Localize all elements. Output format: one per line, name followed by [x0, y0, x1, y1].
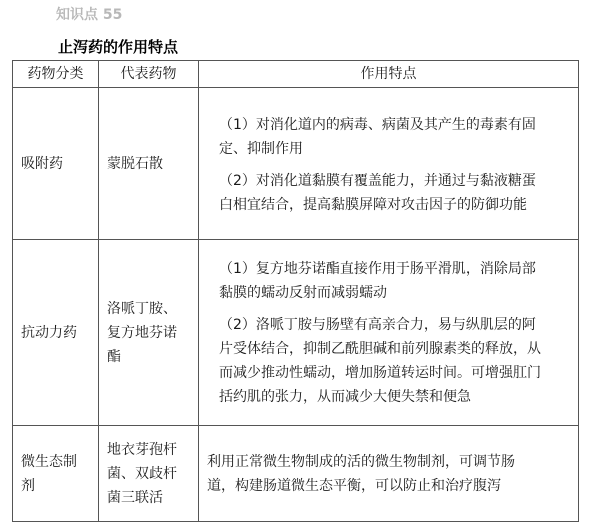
feature-line: （2）对消化道黏膜有覆盖能力，并通过与黏液糖蛋	[219, 172, 536, 189]
antidiarrheal-table	[12, 60, 579, 522]
section-label: 知识点 55	[56, 7, 123, 23]
table-row	[13, 426, 579, 522]
features-cell	[199, 88, 579, 240]
table-header-row	[13, 61, 579, 88]
category-line: 剂	[21, 477, 35, 494]
features-cell	[199, 240, 579, 426]
drug-line: 菌、双歧杆	[107, 465, 177, 482]
drug-cell	[99, 240, 199, 426]
feature-line: 而减少推动性蠕动，增加肠道转运时间。可增强肛门	[219, 364, 541, 381]
drug-cell: 蒙脱石散	[99, 88, 199, 240]
drug-line: 地衣芽孢杆	[107, 441, 177, 458]
feature-line: 白相宜结合，提高黏膜屏障对攻击因子的防御功能	[219, 196, 527, 213]
drug-line: 复方地芬诺	[107, 324, 177, 341]
features-cell	[199, 426, 579, 522]
feature-line: （1）复方地芬诺酯直接作用于肠平滑肌，消除局部	[219, 260, 536, 277]
page-title: 止泻药的作用特点	[58, 38, 179, 56]
feature-line: 括约肌的张力，从而减少大便失禁和便急	[219, 388, 471, 405]
feature-line: 道，构建肠道微生态平衡，可以防止和治疗腹泻	[207, 477, 501, 494]
feature-line: 片受体结合，抑制乙酰胆碱和前列腺素类的释放，从	[219, 340, 541, 357]
category-cell	[13, 426, 99, 522]
table-row	[13, 88, 579, 240]
header-drug: 代表药物	[99, 61, 199, 88]
feature-line: （1）对消化道内的病毒、病菌及其产生的毒素有固	[219, 116, 536, 133]
category-line: 微生态制	[21, 453, 77, 470]
feature-line: （2）洛哌丁胺与肠壁有高亲合力，易与纵肌层的阿	[219, 316, 536, 333]
drug-line: 菌三联活	[107, 489, 163, 506]
header-features: 作用特点	[199, 61, 579, 88]
feature-line: 定、抑制作用	[219, 140, 303, 157]
drug-line: 酯	[107, 348, 121, 365]
drug-cell	[99, 426, 199, 522]
table-row	[13, 240, 579, 426]
drug-line: 洛哌丁胺、	[107, 300, 177, 317]
feature-line: 利用正常微生物制成的活的微生物制剂，可调节肠	[207, 453, 515, 470]
header-category: 药物分类	[13, 61, 99, 88]
category-cell: 抗动力药	[13, 240, 99, 426]
feature-line: 黏膜的蠕动反射而减弱蠕动	[219, 284, 387, 301]
category-cell: 吸附药	[13, 88, 99, 240]
